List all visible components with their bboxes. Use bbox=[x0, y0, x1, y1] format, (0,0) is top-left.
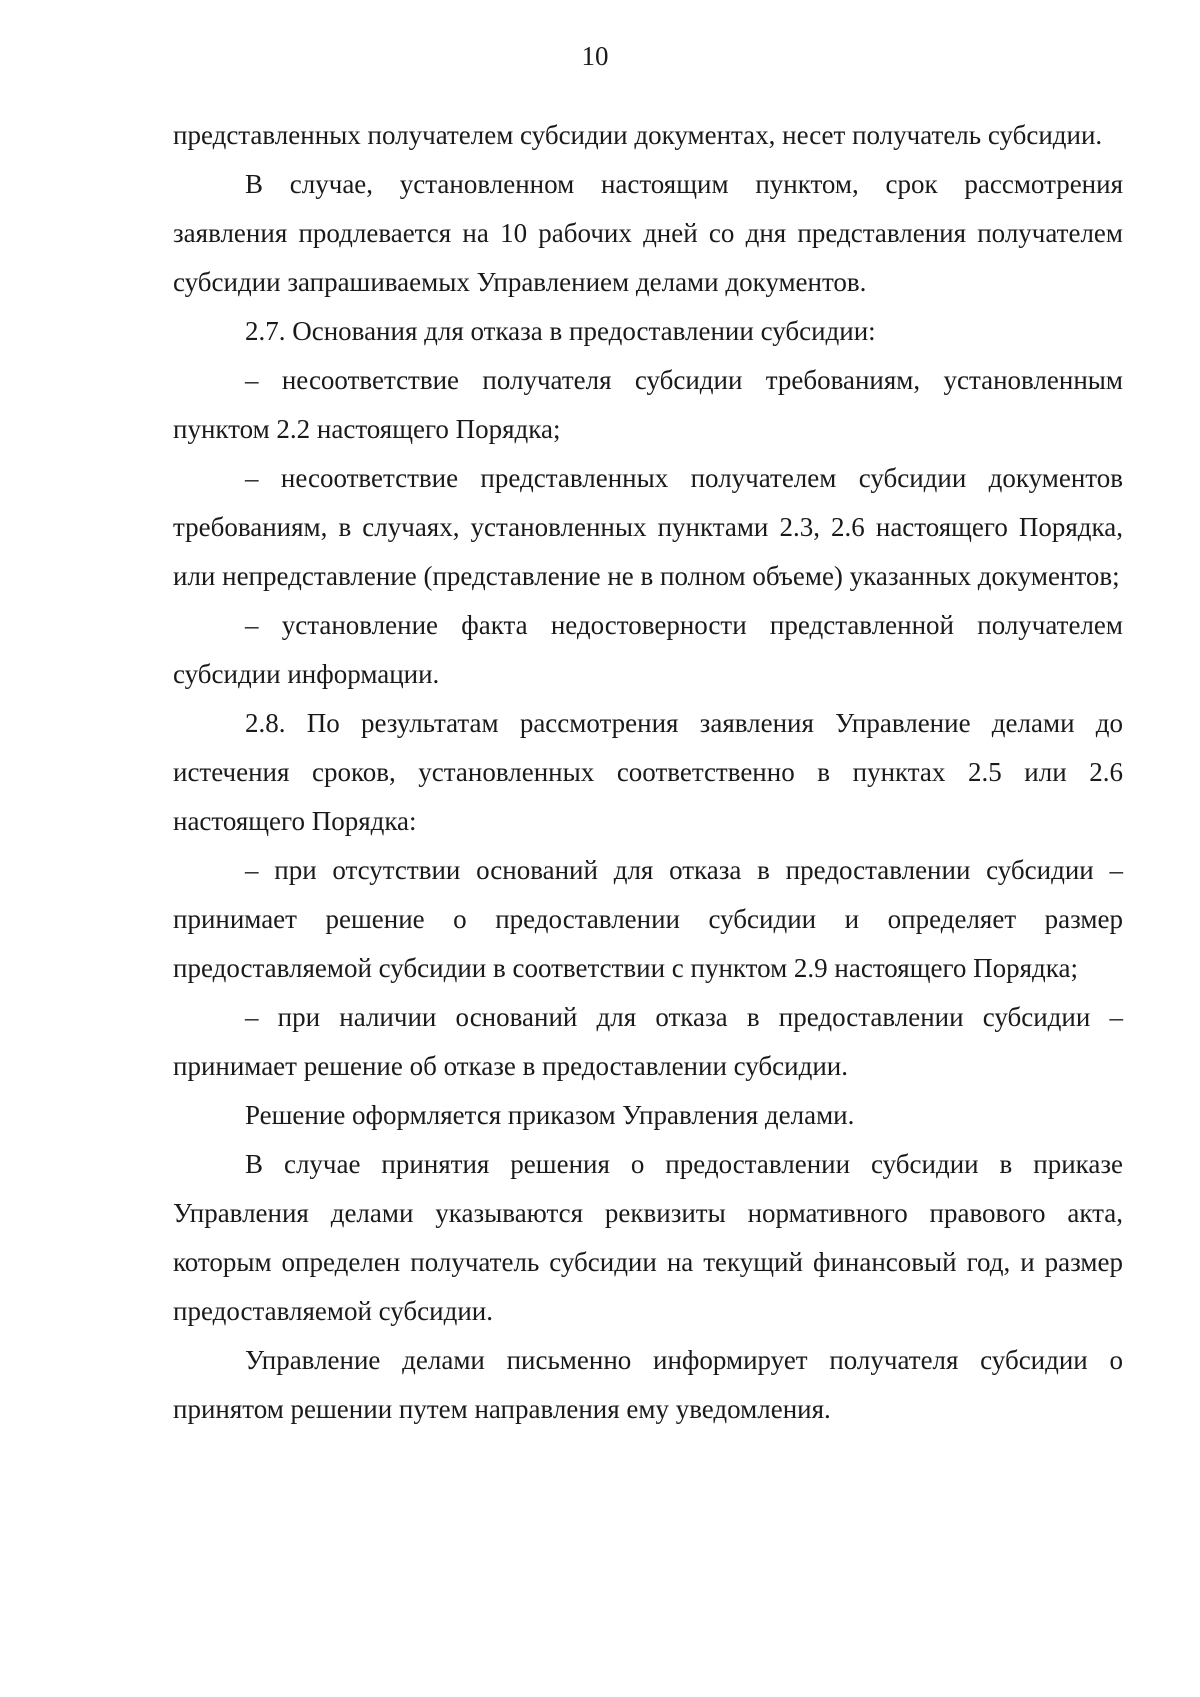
paragraph: Управление делами письменно информирует получателя субсидии о принятом решении путем направления ему уведомления. bbox=[173, 1345, 1123, 1424]
document-body bbox=[173, 111, 1123, 1434]
paragraph: Решение оформляется приказом Управления делами. bbox=[245, 1100, 855, 1130]
list-item: – несоответствие получателя субсидии требованиям, установленным пунктом 2.2 настоящего Порядка; bbox=[173, 365, 1123, 444]
list-item: – при наличии оснований для отказа в предоставлении субсидии – принимает решение об отказе в предоставлении субсидии. bbox=[173, 1002, 1123, 1081]
list-item: – установление факта недостоверности представленной получателем субсидии информации. bbox=[173, 610, 1123, 689]
section-heading-2-7: 2.7. Основания для отказа в предоставлении субсидии: bbox=[245, 316, 876, 346]
paragraph: В случае принятия решения о предоставлении субсидии в приказе Управления делами указываются реквизиты нормативного правового акта, которым определен получатель субсидии на текущий финансовый год, и размер предоставляемой субсидии. bbox=[173, 1149, 1123, 1326]
paragraph: представленных получателем субсидии документах, несет получатель субсидии. bbox=[173, 120, 1103, 150]
section-heading-2-8: 2.8. По результатам рассмотрения заявления Управление делами до истечения сроков, установленных соответственно в пунктах 2.5 или 2.6 настоящего Порядка: bbox=[173, 708, 1123, 836]
page-number: 10 bbox=[581, 41, 609, 71]
paragraph: В случае, установленном настоящим пунктом, срок рассмотрения заявления продлевается на 10 рабочих дней со дня представления получателем субсидии запрашиваемых Управлением делами документов. bbox=[173, 169, 1123, 297]
list-item: – несоответствие представленных получателем субсидии документов требованиям, в случаях, установленных пунктами 2.3, 2.6 настоящего Порядка, или непредставление (представление не в полном объеме) указанных документов; bbox=[173, 463, 1123, 591]
list-item: – при отсутствии оснований для отказа в предоставлении субсидии – принимает решение о предоставлении субсидии и определяет размер предоставляемой субсидии в соответствии с пунктом 2.9 настоящего Порядка; bbox=[173, 855, 1123, 983]
